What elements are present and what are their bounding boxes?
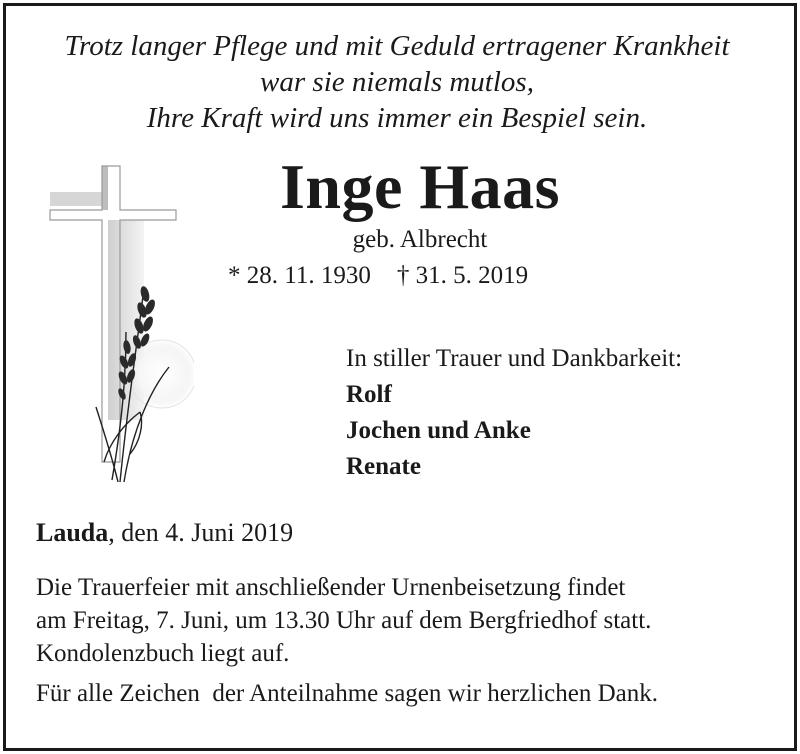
life-dates [228, 262, 528, 290]
deceased-name: Inge Haas [279, 151, 561, 222]
cross-with-wheat-icon [44, 162, 194, 492]
maiden-name: geb. Albrecht [352, 226, 488, 253]
motto-line-3: Ihre Kraft wird uns immer ein Bespiel sein. [146, 102, 648, 134]
motto-line-1: Trotz langer Pflege und mit Geduld ertragener Krankheit [64, 30, 730, 62]
place-date-line [36, 518, 293, 548]
service-line-3: Kondolenzbuch liegt auf. [36, 640, 290, 667]
date-text: , den 4. Juni 2019 [108, 518, 294, 547]
place-name: Lauda [36, 518, 109, 547]
funeral-service-info [36, 571, 651, 670]
service-line-2: am Freitag, 7. Juni, um 13.30 Uhr auf dem Bergfriedhof statt. [36, 607, 652, 634]
service-line-1: Die Trauerfeier mit anschließender Urnenbeisetzung findet [36, 574, 626, 601]
mourner-name: Rolf [346, 381, 392, 408]
motto-line-2: war sie niemals mutlos, [260, 66, 534, 98]
mourners-block [346, 341, 682, 485]
mourner-name: Jochen und Anke [346, 417, 531, 444]
motto-verse [0, 28, 794, 136]
thanks-line: Für alle Zeichen der Anteilnahme sagen wir herzlichen Dank. [36, 680, 658, 707]
mourner-name: Renate [346, 453, 421, 480]
mourning-lead: In stiller Trauer und Dankbarkeit: [346, 345, 683, 372]
birth-date: * 28. 11. 1930 [228, 262, 371, 289]
death-date: † 31. 5. 2019 [396, 262, 529, 289]
